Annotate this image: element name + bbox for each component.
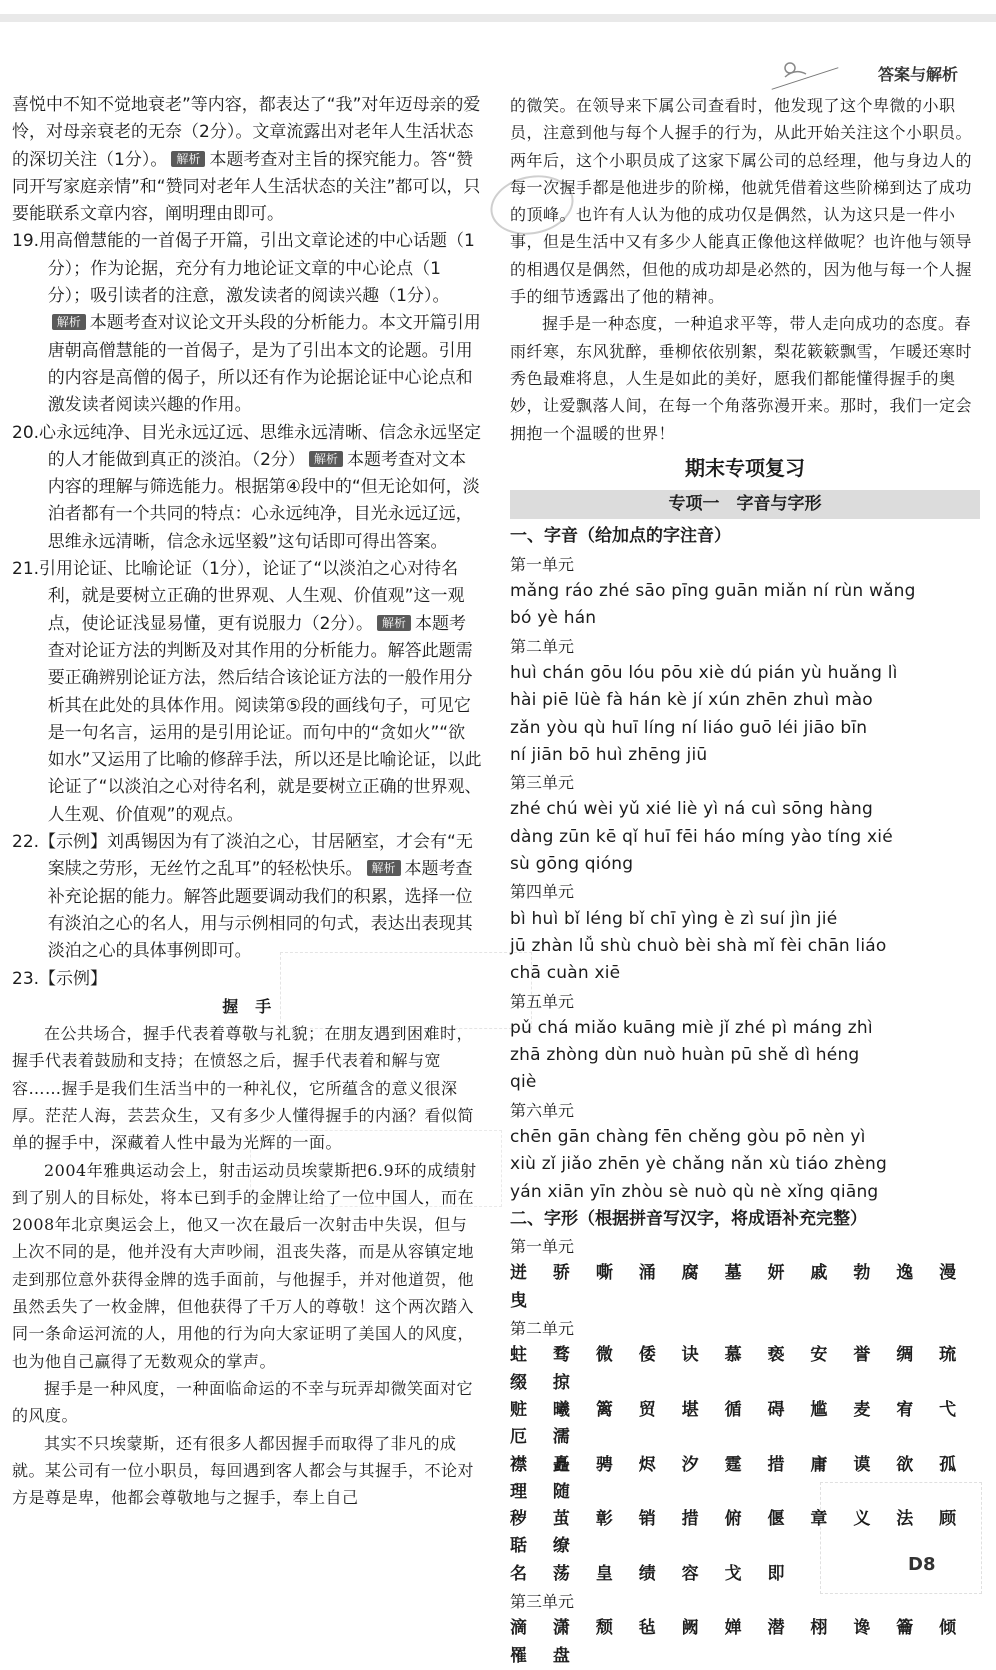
pinyin-line: dàng zūn kē qǐ huī fēi háo míng yào tíng xié <box>510 826 893 847</box>
unit-heading: 第五单元 <box>510 991 575 1011</box>
pinyin-line: chā cuàn xiē <box>510 963 621 984</box>
pinyin-line: pǔ chá miǎo kuāng miè jǐ zhé pì máng zhì <box>510 1017 873 1038</box>
analysis-tag: 解析 <box>367 860 401 876</box>
part1-title: 一、字音（给加点的字注音） <box>510 526 731 547</box>
answer-19 <box>12 228 482 419</box>
unit-heading: 第六单元 <box>510 1100 575 1120</box>
analysis-text: 本题考查对论证方法的判断及对其作用的分析能力。解答此题需要正确辨别论证方法，然后结合该论证方法的一般作用分析其在此处的具体作用。阅读第⑤段的画线句子，可见它是一句名言，运用的是引用论证。而句中的“贪如火”“欲如水”又运用了比喻的修辞手法，所以还是比喻论证，以此论证了“以淡泊之心对待名利，就是要树立正确的世界观、人生观、价值观”的观点。 <box>47 613 482 825</box>
analysis-tag: 解析 <box>309 451 343 467</box>
answer-21 <box>12 556 482 829</box>
pinyin-line: zhā zhòng dùn nuò huàn pū shě dì héng <box>510 1045 860 1066</box>
pinyin-line: zǎn yòu qù huī líng ní liáo guō léi jiāo bīn <box>510 717 868 738</box>
unit-heading: 第三单元 <box>510 773 575 793</box>
analysis-text: 本题考查补充论据的能力。解答此题要调动我们的积累，选择一位有淡泊之心的名人，用与示例相同的句式，表达出表现其淡泊之心的具体事例即可。 <box>47 859 473 962</box>
pinyin-line: xiù zǐ jiǎo zhēn yè chǎng nǎn xù tiáo zhèng <box>510 1154 887 1175</box>
essay-paragraph: 2004年雅典运动会上，射击运动员埃蒙斯把6.9环的成绩射到了别人的目标处，将本已到手的金牌让给了一位中国人，而在2008年北京奥运会上，他又一次在最后一次射击中失误，但与上次不同的是，他并没有大声吵闹，沮丧失落，而是从容镇定地走到那位意外获得金牌的选手面前，与他握手，并对他道贺，他虽然丢失了一枚金牌，但他获得了千万人的尊敬！这个两次踏入同一条命运河流的人，用他的行为向大家证明了美国人的风度，也为他自己赢得了无数观众的掌声。 <box>12 1160 477 1371</box>
pinyin-line: hài piē lüè fà hán kè jí xún zhēn zhuì mào <box>510 690 873 711</box>
analysis-text: 本题考查对文本内容的理解与筛选能力。根据第④段中的“但无论如何，淡泊者都有一个共同的特点：心永远纯净，目光永远辽远，思维永远清晰，信念永远坚毅”这句话即可得出答案。 <box>47 449 480 552</box>
essay-continued <box>510 92 980 447</box>
pinyin-line: mǎng ráo zhé sāo pīng guān miǎn ní rùn wǎng <box>510 581 916 602</box>
answer-22 <box>12 829 482 965</box>
essay-title: 握 手 <box>222 996 272 1016</box>
char-line: 滴 潇 颓 毡 阙 婵 潜 栩 谗 籥 倾 罹 盘 <box>510 1618 967 1666</box>
answer-text: 22.【示例】刘禹锡因为有了淡泊之心，甘居陋室，才会有“无案牍之劳形，无丝竹之乱耳”的轻松快乐。 <box>12 832 473 880</box>
pinyin-line: chēn gān chàng fēn chěng gòu pō nèn yì <box>510 1126 866 1147</box>
essay-paragraph: 握手是一种态度，一种追求平等，带人走向成功的态度。春雨纤寒，东风犹醉，垂柳依依别絮，梨花簌簌飘雪，乍暖还寒时秀色最难将息，人生是如此的美好，愿我们都能懂得握手的奥妙，让爱飘落人间，在每一个角落弥漫开来。那时，我们一定会拥抱一个温暖的世界！ <box>510 314 973 443</box>
analysis-text: 本题考查对主旨的探究能力。答“赞同开写家庭亲情”和“赞同对老年人生活状态的关注”都可以，只要能联系文章内容，阐明理由即可。 <box>12 149 481 225</box>
pinyin-line: yán xiān yīn zhòu sè nuò qù nè xǐng qiāng <box>510 1181 879 1202</box>
review-title: 期末专项复习 <box>685 455 805 480</box>
analysis-tag: 解析 <box>52 314 86 330</box>
answer-20 <box>12 420 482 556</box>
pinyin-line: bó yè hán <box>510 608 597 629</box>
topic-band: 专项一 字音与字形 <box>510 490 980 519</box>
pinyin-line: huì chán gōu lóu pōu xiè dú pián yù huǎng lì <box>510 662 898 683</box>
top-band <box>0 14 996 22</box>
pinyin-line: jū zhàn lǚ shù chuò bèi shà mǐ fèi chān liáo <box>510 935 887 956</box>
unit-heading: 第三单元 <box>510 1592 575 1612</box>
page-number: D8 <box>908 1554 936 1575</box>
unit-heading: 第一单元 <box>510 554 575 574</box>
pinyin-line: zhé chú wèi yǔ xié liè yì ná cuì sōng hàng <box>510 799 873 820</box>
essay-paragraph: 握手是一种风度，一种面临命运的不幸与玩弄却微笑面对它的风度。 <box>12 1378 474 1426</box>
essay-paragraph: 在公共场合，握手代表着尊敬与礼貌；在朋友遇到困难时，握手代表着鼓励和支持；在愤怒之后，握手代表着和解与宽容……握手是我们生活当中的一种礼仪，它所蕴含的意义很深厚。茫茫人海，芸芸众生，又有多少人懂得握手的内涵？看似简单的握手中，深藏着人性中最为光辉的一面。 <box>12 1024 475 1153</box>
char-units <box>510 1233 980 1670</box>
char-line: 迸 骄 嘶 涌 腐 墓 妍 戚 勃 逸 漫 曳 <box>510 1263 967 1311</box>
essay <box>12 993 482 1512</box>
essay-paragraph: 的微笑。在领导来下属公司查看时，他发现了这个卑微的小职员，注意到他与每个人握手的行为，从此开始关注这个小职员。两年后，这个小职员成了这家下属公司的总经理，他与身边人的每一次握手都是他进步的阶梯，他就凭借着这些阶梯到达了成功的顶峰。也许有人认为他的成功仅是偶然，认为这只是一件小事，但是生活中又有多少人能真正像他这样做呢？也许他与领导的相遇仅是偶然，但他的成功却是必然的，因为他与每一个人握手的细节透露出了他的精神。 <box>510 96 973 307</box>
char-line: 名 荡 皇 绩 容 戈 即 <box>510 1563 795 1584</box>
header-title: 答案与解析 <box>877 65 958 84</box>
char-line: 秽 茧 彰 销 措 俯 偃 章 义 法 顾 聒 缭 <box>510 1509 967 1557</box>
unit-heading: 第二单元 <box>510 636 575 656</box>
answer-23-label: 23.【示例】 <box>12 968 108 989</box>
char-line: 赃 曦 篱 贸 堪 循 碍 尴 麦 宥 弋 厄 濡 <box>510 1399 967 1448</box>
pinyin-line: ní jiān bō huì zhēng jiū <box>510 744 708 765</box>
answer-text: 21.引用论证、比喻论证（1分），论证了“以淡泊之心对待名利，就是要树立正确的世界观、人生观、价值观”这一观点，使论证浅显易懂，更有说服力（2分）。 <box>12 559 465 634</box>
right-column <box>510 92 980 1670</box>
answer-text: 20.心永远纯净、目光永远辽远、思维永远清晰、信念永远坚定的人才能做到真正的淡泊。（2分） <box>12 422 482 470</box>
analysis-tag: 解析 <box>171 151 205 167</box>
essay-paragraph: 其实不只埃蒙斯，还有很多人都因握手而取得了非凡的成就。某公司有一位小职员，每回遇到客人都会与其握手，不论对方是尊是卑，他都会尊敬地与之握手，奉上自己 <box>12 1433 475 1508</box>
char-line: 蛀 骛 微 倭 诀 慕 亵 安 誉 绸 琉 缀 掠 <box>510 1345 967 1393</box>
char-line: 襟 矗 骋 烬 汐 霆 措 庸 谟 欲 孤 理 随 <box>510 1454 967 1502</box>
answer-text: 19.用高僧慧能的一首偈子开篇，引出文章论述的中心话题（1分）；作为论据，充分有力地论证文章的中心论点（1分）；吸引读者的注意，激发读者的阅读兴趣（1分）。 <box>12 231 475 307</box>
unit-heading: 第二单元 <box>510 1319 575 1339</box>
pinyin-units <box>510 551 980 1206</box>
analysis-text: 本题考查对议论文开头段的分析能力。本文开篇引用唐朝高僧慧能的一首偈子，是为了引出本文的论题。引用的内容是高僧的偈子，所以还有作为论据论证中心论点和激发读者阅读兴趣的作用。 <box>47 313 481 416</box>
unit-heading: 第四单元 <box>510 882 575 902</box>
answer-18 <box>12 92 482 228</box>
unit-heading: 第一单元 <box>510 1237 575 1257</box>
pinyin-line: bì huì bǐ léng bǐ chī yìng è zì suí jìn jié <box>510 908 838 929</box>
part2-title: 二、字形（根据拼音写汉字，将成语补充完整） <box>510 1208 867 1229</box>
pinyin-line: qiè <box>510 1072 537 1093</box>
answer-text: 喜悦中不知不觉地衰老”等内容，都表达了“我”对年迈母亲的爱怜，对母亲衰老的无奈（2分）。文章流露出对老年人生活状态的深切关注（1分）。 <box>12 95 481 170</box>
analysis-tag: 解析 <box>377 615 411 631</box>
pinyin-line: sù gōng qióng <box>510 854 634 875</box>
left-column <box>12 92 482 1511</box>
